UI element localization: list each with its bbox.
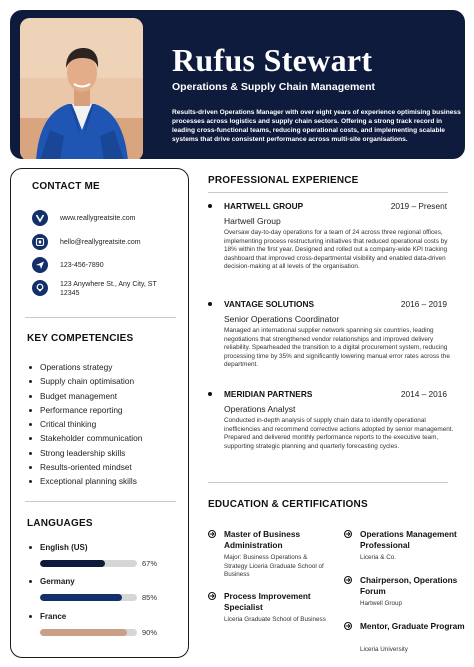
arrow-circle-icon: [344, 576, 352, 584]
language-percent: 85%: [142, 593, 158, 602]
list-item: Operations strategy: [29, 360, 142, 374]
candidate-name: Rufus Stewart: [172, 42, 373, 78]
education-subtitle: Liceria & Co.: [360, 554, 397, 561]
job-role: Operations Analyst: [224, 404, 296, 414]
education-title: Mentor, Graduate Program: [360, 621, 465, 631]
list-item: Stakeholder communication: [29, 431, 142, 445]
language-name: English (US): [29, 543, 179, 552]
list-item: Strong leadership skills: [29, 446, 142, 460]
contact-website-text: www.reallygreatsite.com: [60, 214, 136, 222]
job-company: MERIDIAN PARTNERS: [224, 389, 313, 399]
list-item: Results-oriented mindset: [29, 460, 142, 474]
language-name: France: [29, 612, 179, 621]
language-percent: 90%: [142, 628, 158, 637]
languages-heading: LANGUAGES: [27, 518, 93, 529]
arrow-circle-icon: [208, 592, 216, 600]
job-description: Managed an international supplier network spanning six countries, leading negotiations that strengthened vendor relationships and improved delivery reliability. Spearheaded the transition to a digital procurement system, reducing processing time by 35% and significantly lowering manual error rates across the department.: [224, 327, 450, 369]
education-title: Chairperson, Operations Forum: [360, 575, 458, 596]
contact-address[interactable]: [32, 280, 175, 298]
language-item: [29, 577, 179, 602]
job-years: 2014 – 2016: [400, 389, 447, 399]
list-item: Performance reporting: [29, 403, 142, 417]
language-name: Germany: [29, 577, 179, 586]
experience-heading: PROFESSIONAL EXPERIENCE: [208, 175, 359, 186]
language-bar-track: [40, 629, 137, 636]
job-years: 2016 – 2019: [400, 299, 447, 309]
job-role: Senior Operations Coordinator: [224, 314, 340, 324]
contact-address-text: 123 Anywhere St., Any City, ST 12345: [60, 281, 157, 297]
education-heading: EDUCATION & CERTIFICATIONS: [208, 499, 368, 510]
sidebar-divider: [25, 501, 176, 502]
location-pin-icon: [32, 280, 48, 296]
language-bar-fill: [40, 594, 122, 601]
education-title: Operations Management Professional: [360, 529, 457, 550]
header-banner: [10, 10, 465, 159]
section-divider: [208, 192, 448, 193]
arrow-circle-icon: [208, 530, 216, 538]
language-bar-track: [40, 594, 137, 601]
sidebar-panel: [10, 168, 189, 658]
language-item: [29, 543, 179, 568]
list-item: Exceptional planning skills: [29, 474, 142, 488]
education-subtitle: Major: Business Operations & Strategy Liceria Graduate School of Business: [224, 554, 324, 579]
contact-email-text: hello@reallygreatsite.com: [60, 238, 141, 246]
candidate-title: Operations & Supply Chain Management: [172, 81, 376, 93]
list-item: Budget management: [29, 389, 142, 403]
profile-summary: Results-driven Operations Manager with over eight years of experience optimising business processes across logistics and supply chain sectors. Offering a strong track record in leading cross-functional teams, reducing operational costs, and implementing scalable systems that drive consistent performance across multi-site organisations.: [172, 109, 461, 143]
contact-website[interactable]: [32, 210, 135, 226]
job-years: 2019 – Present: [390, 201, 447, 211]
competencies-heading: KEY COMPETENCIES: [27, 333, 134, 344]
arrow-circle-icon: [344, 530, 352, 538]
profile-photo: [20, 18, 143, 159]
sidebar-divider: [25, 317, 176, 318]
education-subtitle: Liceria Graduate School of Business: [224, 616, 326, 623]
contact-heading: CONTACT ME: [32, 181, 100, 192]
contact-phone-text: 123-456-7890: [60, 261, 104, 269]
contact-email[interactable]: [32, 234, 141, 250]
arrow-circle-icon: [344, 622, 352, 630]
language-percent: 67%: [142, 559, 158, 568]
job-company: VANTAGE SOLUTIONS: [224, 299, 315, 309]
list-item: Critical thinking: [29, 417, 142, 431]
job-role: Hartwell Group: [224, 216, 281, 226]
job-description: Conducted in-depth analysis of supply chain data to identify operational inefficiencies and recommend corrective actions adopted by senior management. Prepared and delivered monthly performance reports to the executive team, supporting strategic planning and quarterly forecasting cycles.: [224, 417, 454, 450]
contact-phone[interactable]: [32, 257, 104, 273]
globe-icon: [32, 210, 48, 226]
education-title: Master of Business Administration: [224, 529, 301, 550]
language-bar-track: [40, 560, 137, 567]
job-description: Oversaw day-to-day operations for a team of 24 across three regional offices, implementing process restructuring initiatives that reduced operational costs by 18% within the first year. Designed and rolled out a company-wide KPI tracking dashboard that improved cross-departmental visibility and enabled data-driven decision-making at all levels of the organisation.: [224, 229, 448, 271]
language-item: [29, 612, 179, 637]
section-divider: [208, 482, 448, 483]
job-company: HARTWELL GROUP: [224, 201, 304, 211]
at-sign-icon: [32, 234, 48, 250]
language-bar-fill: [40, 560, 105, 567]
education-subtitle: Hartwell Group: [360, 600, 402, 607]
competencies-list: [29, 360, 142, 489]
education-subtitle: Liceria University: [360, 646, 408, 653]
education-title: Process Improvement Specialist: [224, 591, 311, 612]
language-bar-fill: [40, 629, 127, 636]
phone-icon: [32, 257, 48, 273]
list-item: Supply chain optimisation: [29, 374, 142, 388]
